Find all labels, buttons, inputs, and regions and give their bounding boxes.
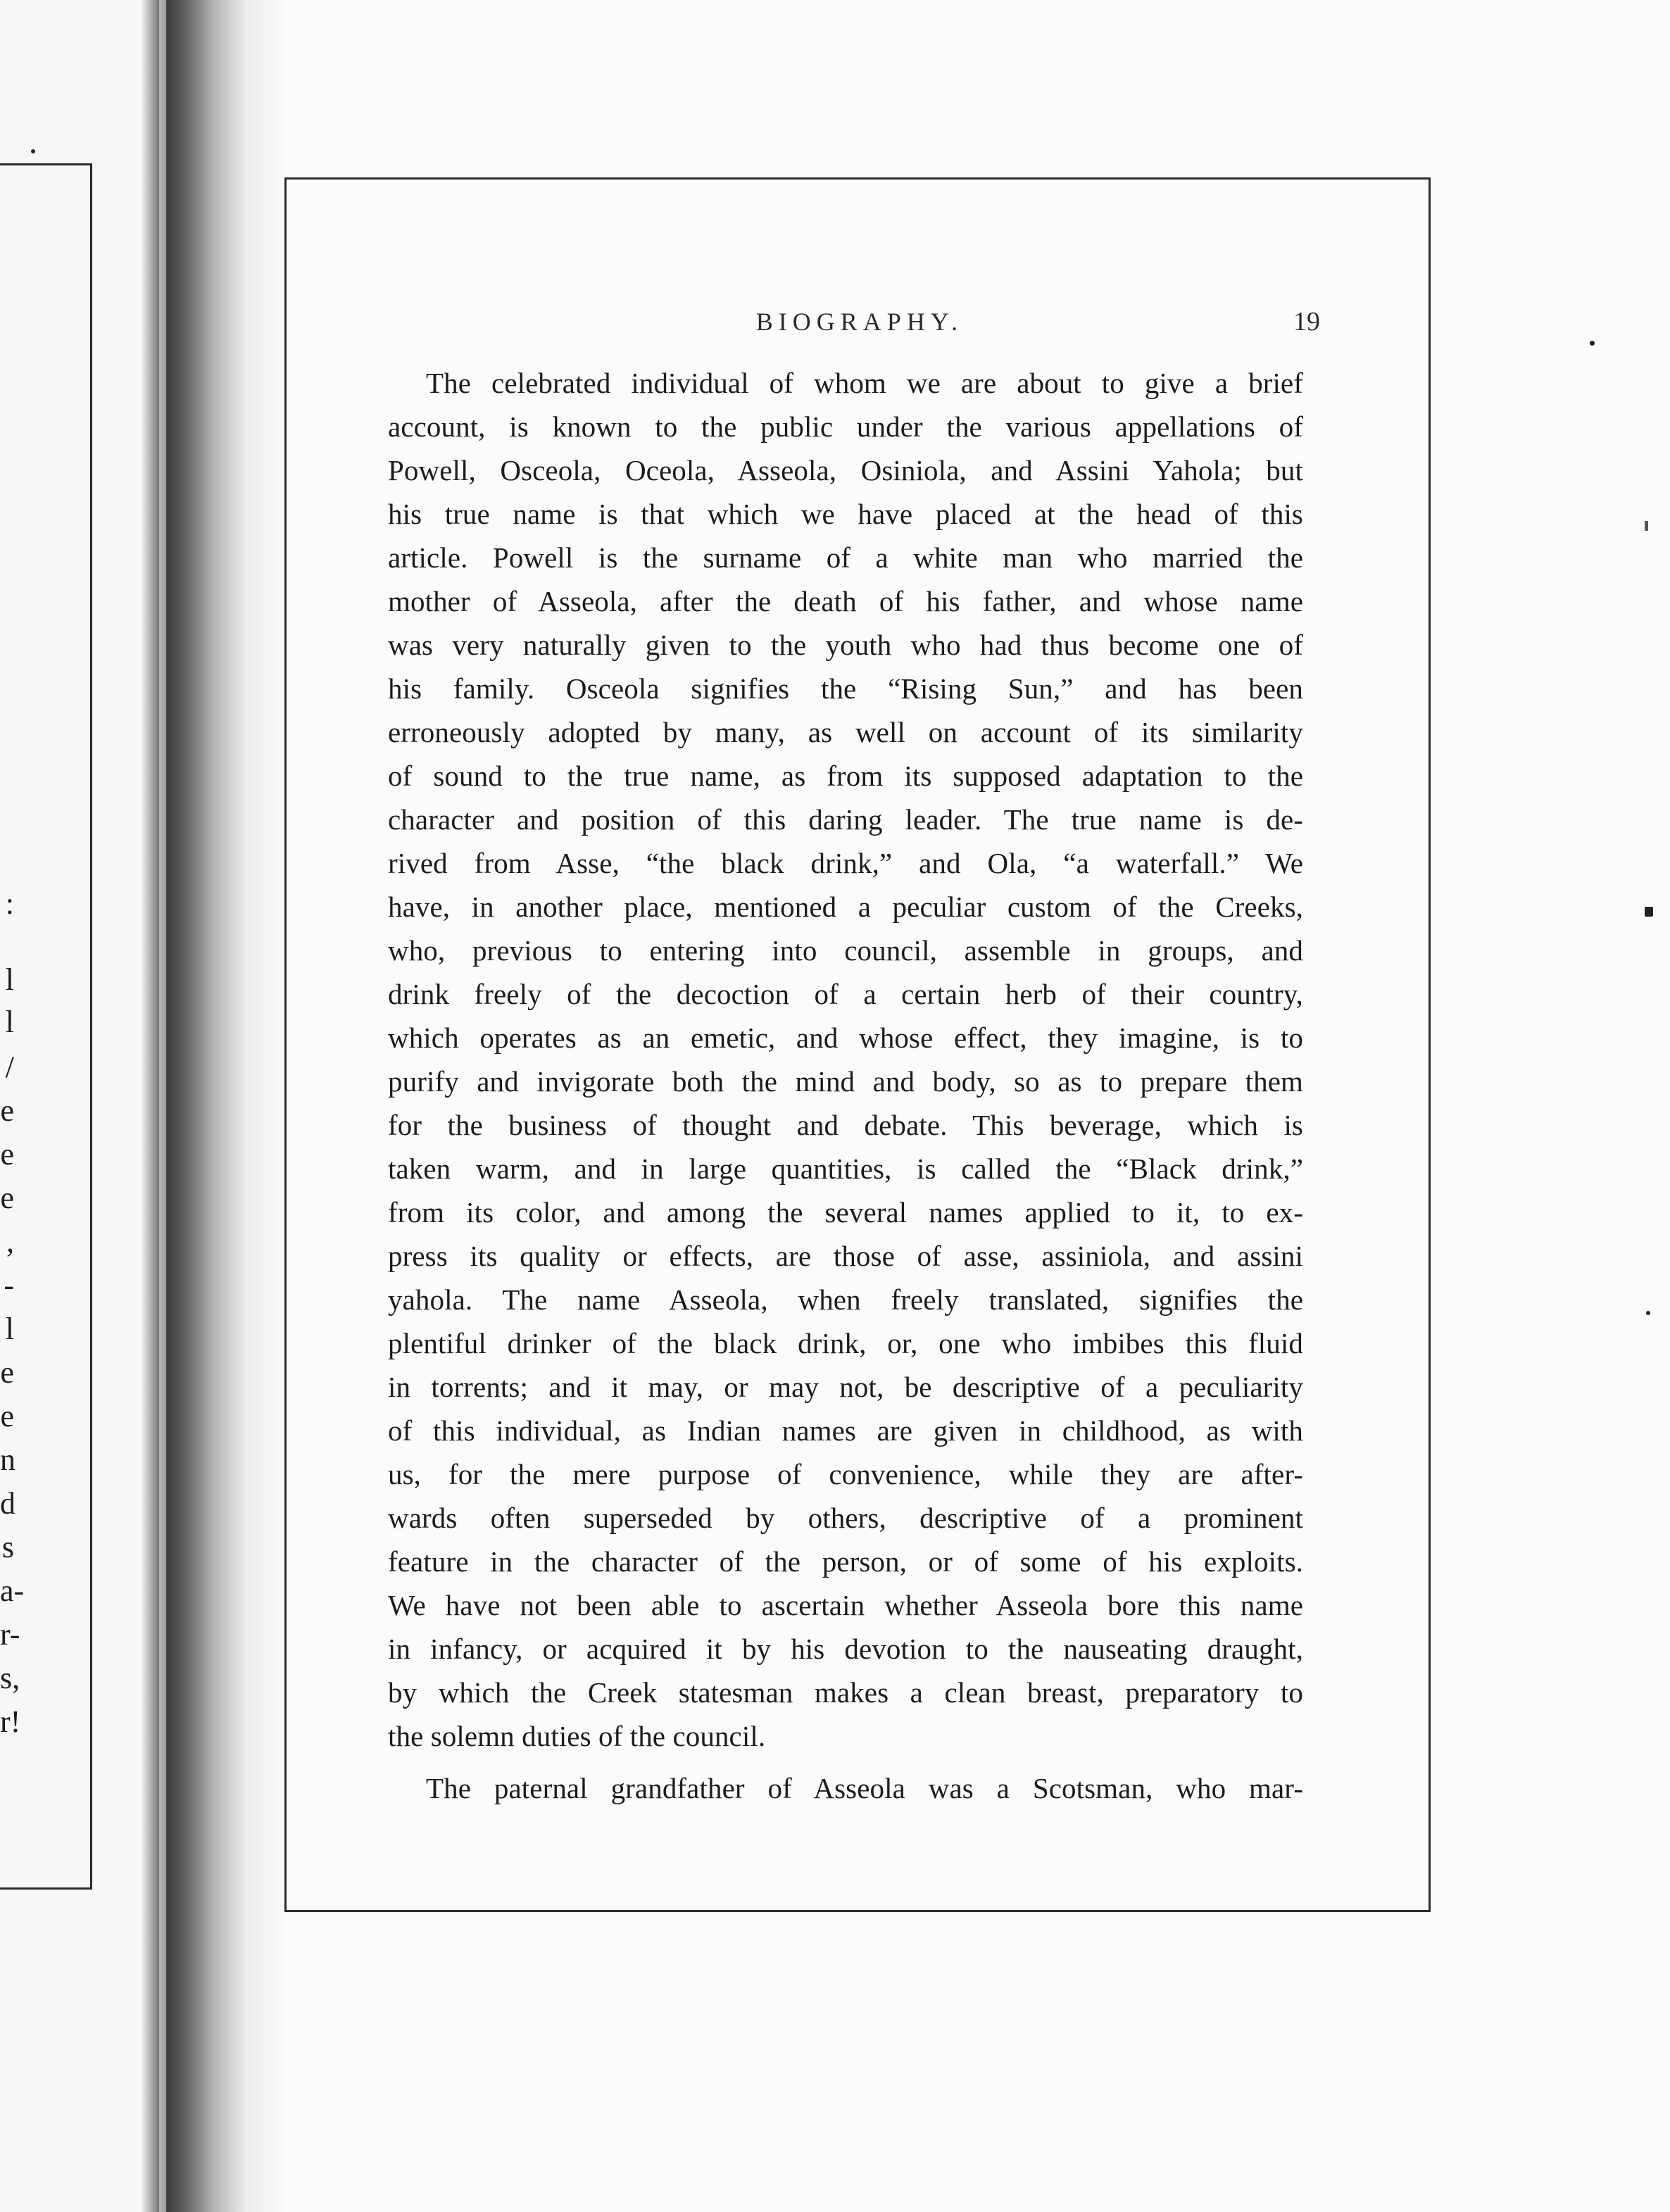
facing-page-fragment: e [0, 1355, 14, 1390]
text-line: his family. Osceola signifies the “Rising Sun,” and has been [388, 672, 1303, 705]
running-title: BIOGRAPHY. [755, 308, 964, 336]
text-line: We have not been able to ascertain whether Asseola bore this name [388, 1589, 1303, 1621]
text-line: in infancy, or acquired it by his devotion to the nauseating draught, [388, 1633, 1303, 1665]
facing-page-fragment: l [5, 962, 14, 997]
text-line: mother of Asseola, after the death of his father, and whose name [388, 585, 1303, 617]
text-line: from its color, and among the several names applied to it, to ex- [388, 1196, 1303, 1228]
facing-page-fragment: n [0, 1443, 15, 1477]
facing-page-fragment: : [5, 886, 14, 921]
facing-page-fragment: e [0, 1399, 14, 1433]
facing-page-fragment: r- [0, 1617, 20, 1652]
facing-page-fragment: l [5, 1312, 14, 1346]
text-line: The paternal grandfather of Asseola was a Scotsman, who mar- [426, 1772, 1303, 1804]
text-line: drink freely of the decoction of a certain herb of their country, [388, 978, 1303, 1010]
text-line: was very naturally given to the youth who had thus become one of [388, 629, 1303, 661]
scan-speck [1645, 907, 1653, 917]
text-line: feature in the character of the person, or of some of his exploits. [388, 1545, 1303, 1578]
facing-page-fragment: s, [0, 1661, 20, 1695]
scan-speck [1645, 521, 1648, 531]
text-line: in torrents; and it may, or may not, be descriptive of a peculiarity [388, 1371, 1303, 1403]
scan-speck [31, 149, 35, 153]
text-line: article. Powell is the surname of a white man who married the [388, 541, 1303, 574]
facing-page-fragment: - [4, 1268, 14, 1302]
facing-page-fragment: e [0, 1181, 14, 1215]
text-line: Powell, Osceola, Oceola, Asseola, Osiniola, and Assini Yahola; but [388, 454, 1303, 486]
text-line: yahola. The name Asseola, when freely translated, signifies the [388, 1283, 1303, 1316]
text-line: erroneously adopted by many, as well on account of its similarity [388, 716, 1303, 748]
text-line: purify and invigorate both the mind and body, so as to prepare them [388, 1065, 1303, 1098]
text-line: press its quality or effects, are those of asse, assiniola, and assini [388, 1240, 1303, 1272]
facing-page-fragment: , [6, 1224, 14, 1259]
text-line: rived from Asse, “the black drink,” and Ola, “a waterfall.” We [388, 847, 1303, 879]
facing-page-fragment: r! [0, 1704, 21, 1739]
text-line: for the business of thought and debate. This beverage, which is [388, 1109, 1303, 1141]
page-edge [159, 0, 166, 2212]
text-line: the solemn duties of the council. [388, 1720, 766, 1752]
page-frame [284, 177, 1431, 1912]
text-line: account, is known to the public under the various appellations of [388, 410, 1303, 443]
paragraph [388, 361, 1303, 1758]
text-line: which operates as an emetic, and whose effect, they imagine, is to [388, 1022, 1303, 1054]
text-line: his true name is that which we have placed at the head of this [388, 498, 1303, 530]
facing-page-fragment: e [0, 1137, 14, 1171]
scan-speck [1646, 1311, 1650, 1315]
text-line: us, for the mere purpose of convenience, while they are after- [388, 1458, 1303, 1490]
text-line: who, previous to entering into council, assemble in groups, and [388, 934, 1303, 967]
facing-page-fragment: a- [0, 1573, 25, 1608]
facing-page-fragment: e [0, 1093, 14, 1128]
body-text [388, 361, 1303, 1810]
text-line: by which the Creek statesman makes a clean breast, preparatory to [388, 1676, 1303, 1709]
facing-page-fragment: l [5, 1005, 14, 1039]
facing-page-fragment: / [5, 1050, 14, 1084]
facing-page-fragment: d [0, 1486, 15, 1521]
text-line: plentiful drinker of the black drink, or, one who imbibes this fluid [388, 1327, 1303, 1359]
running-head [287, 301, 1433, 343]
text-line: of this individual, as Indian names are given in childhood, as with [388, 1414, 1303, 1447]
paragraph [388, 1766, 1303, 1810]
page-number: 19 [1293, 307, 1320, 337]
text-line: taken warm, and in large quantities, is called the “Black drink,” [388, 1152, 1303, 1185]
text-line: wards often superseded by others, descriptive of a prominent [388, 1502, 1303, 1534]
text-line: The celebrated individual of whom we are about to give a brief [426, 367, 1303, 399]
text-line: of sound to the true name, as from its supposed adaptation to the [388, 760, 1303, 792]
facing-page-fragment: s [1, 1530, 14, 1564]
scan-speck [1590, 341, 1595, 346]
text-line: character and position of this daring leader. The true name is de- [388, 803, 1303, 836]
text-line: have, in another place, mentioned a peculiar custom of the Creeks, [388, 891, 1303, 923]
